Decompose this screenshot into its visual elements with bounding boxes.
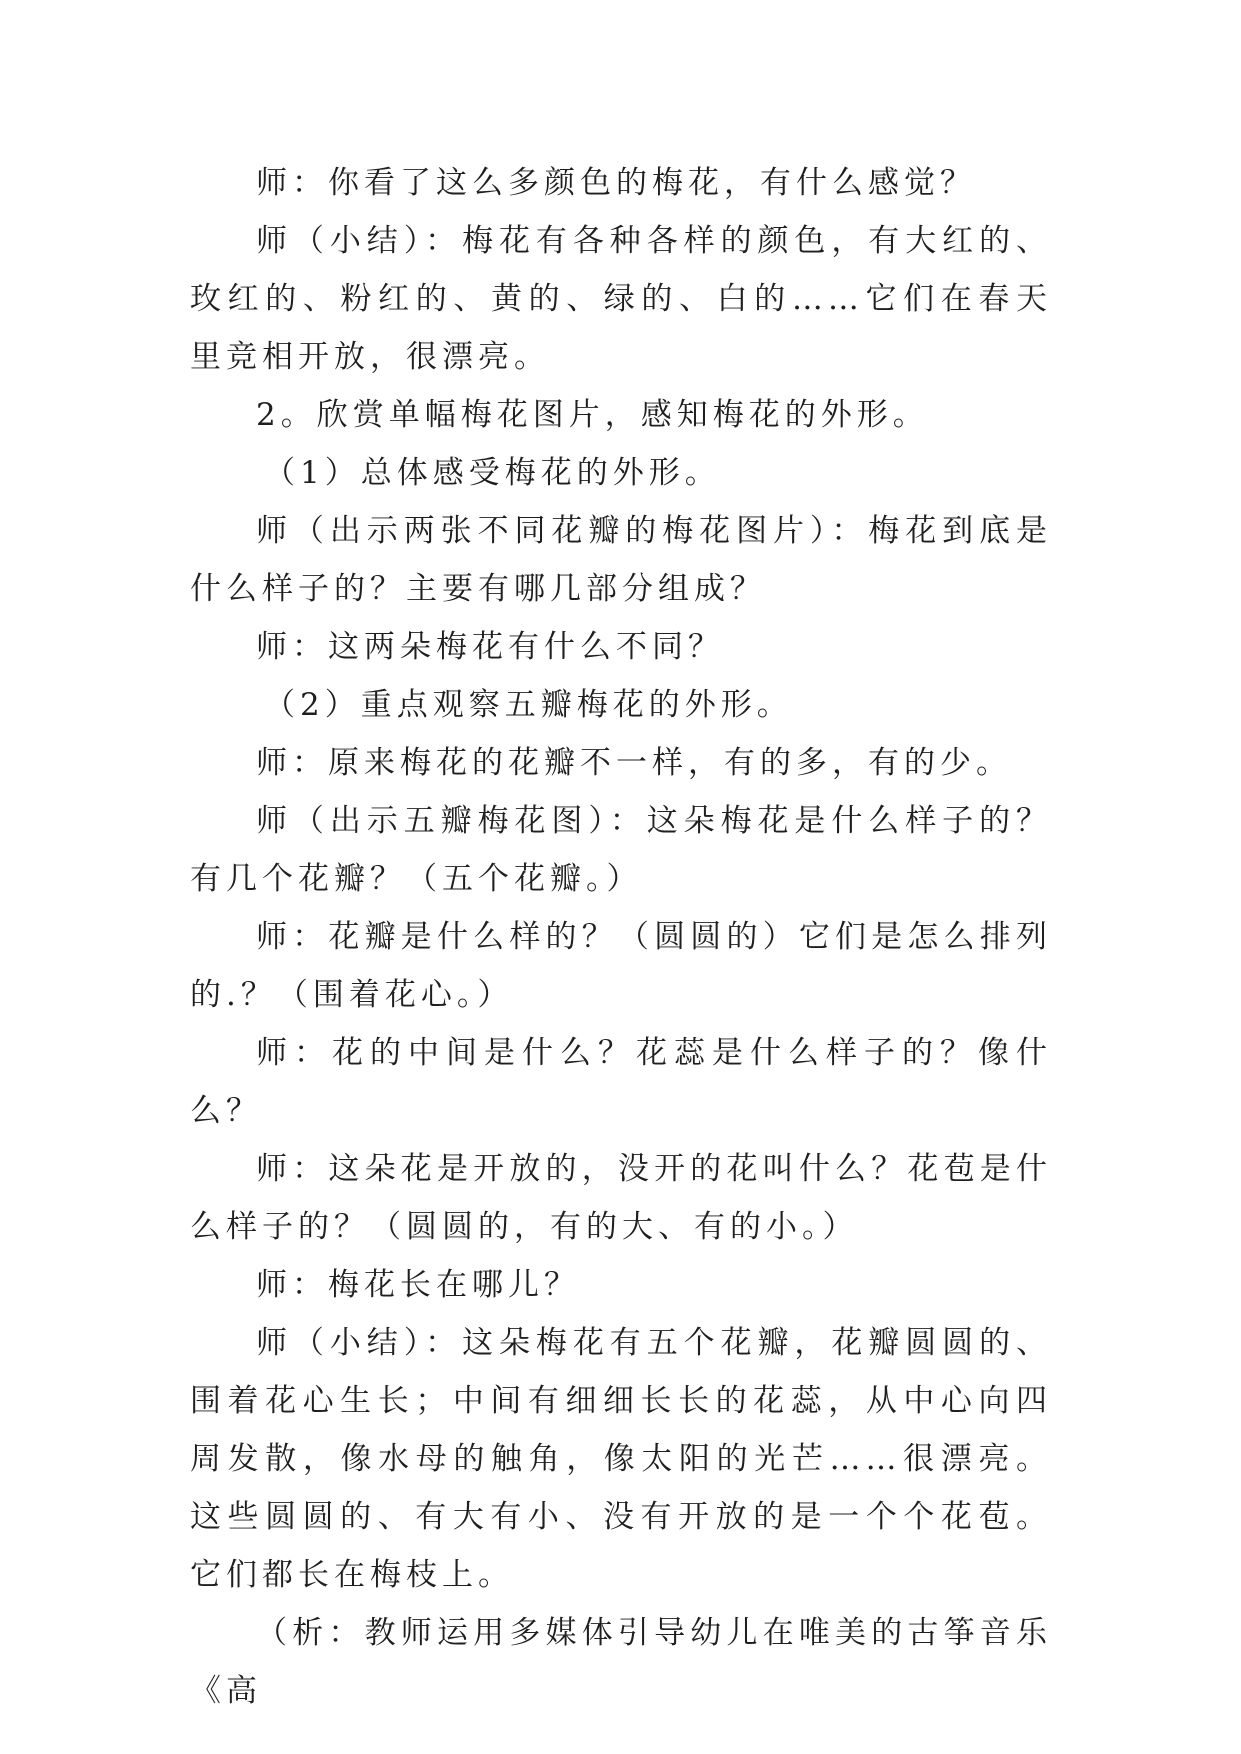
paragraph-5: 师（出示两张不同花瓣的梅花图片）：梅花到底是什么样子的？主要有哪几部分组成？ <box>190 513 1052 607</box>
paragraph-14: 师（小结）：这朵梅花有五个花瓣，花瓣圆圆的、围着花心生长；中间有细细长长的花蕊，从中心向四周发散，像水母的触角，像太阳的光芒……很漂亮。这些圆圆的、有大有小、没有开放的是一个个花苞。它们都长在梅枝上。 <box>190 1325 1052 1593</box>
paragraph-15: （析：教师运用多媒体引导幼儿在唯美的古筝音乐《高 <box>190 1615 1052 1709</box>
paragraph-13: 师：梅花长在哪儿？ <box>256 1267 580 1303</box>
paragraph-4: （1）总体感受梅花的外形。 <box>264 455 721 491</box>
paragraph-11: 师：花的中间是什么？花蕊是什么样子的？像什么？ <box>190 1035 1052 1129</box>
paragraph-1: 师：你看了这么多颜色的梅花，有什么感觉？ <box>256 165 976 201</box>
paragraph-8: 师：原来梅花的花瓣不一样，有的多，有的少。 <box>256 745 1012 781</box>
paragraph-12: 师：这朵花是开放的，没开的花叫什么？花苞是什么样子的？（圆圆的，有的大、有的小。） <box>190 1151 1052 1245</box>
paragraph-3: 2。欣赏单幅梅花图片，感知梅花的外形。 <box>256 397 929 433</box>
paragraph-6: 师：这两朵梅花有什么不同？ <box>256 629 724 665</box>
paragraph-9: 师（出示五瓣梅花图）：这朵梅花是什么样子的？有几个花瓣？（五个花瓣。） <box>190 803 1052 897</box>
paragraph-7: （2）重点观察五瓣梅花的外形。 <box>264 687 793 723</box>
paragraph-2: 师（小结）：梅花有各种各样的颜色，有大红的、玫红的、粉红的、黄的、绿的、白的……它们在春天里竞相开放，很漂亮。 <box>190 223 1052 375</box>
document-body <box>190 154 1052 1720</box>
paragraph-10: 师：花瓣是什么样的？（圆圆的）它们是怎么排列的.？（围着花心。） <box>190 919 1052 1013</box>
